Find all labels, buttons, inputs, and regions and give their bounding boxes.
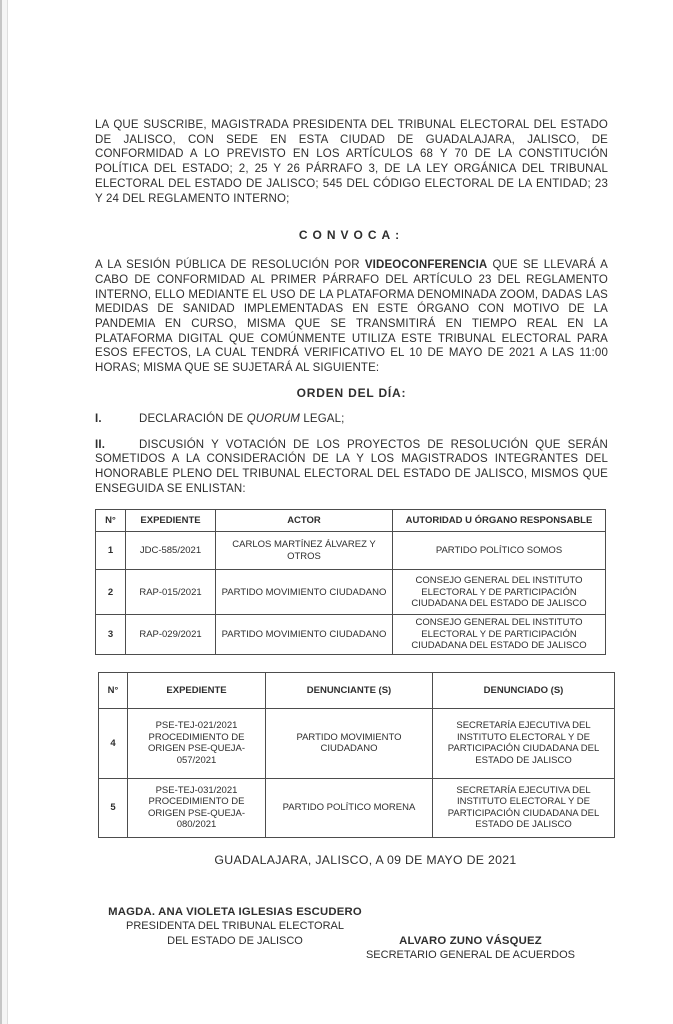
agenda-item-1-numeral: I.: [95, 412, 102, 425]
table-cell-denunciado: SECRETARÍA EJECUTIVA DEL INSTITUTO ELECTORAL Y DE PARTICIPACIÓN CIUDADANA DEL ESTADO DE JALISCO: [433, 778, 615, 837]
table-row: [96, 615, 606, 655]
agenda-item-1-text-after: LEGAL;: [299, 412, 345, 425]
document-content: [95, 118, 608, 985]
table-cell-actor: CARLOS MARTÍNEZ ÁLVAREZ Y OTROS: [216, 532, 393, 570]
table-cell-num: 1: [96, 532, 126, 570]
table-header-autoridad: AUTORIDAD U ÓRGANO RESPONSABLE: [393, 510, 606, 532]
president-title-line2: DEL ESTADO DE JALISCO: [167, 934, 303, 947]
signature-secretary: [353, 934, 588, 963]
agenda-item-1-text: DECLARACIÓN DE: [139, 412, 247, 425]
secretary-name: ALVARO ZUNO VÁSQUEZ: [399, 934, 542, 947]
signature-block: [95, 905, 608, 985]
table-row: [96, 570, 606, 615]
table-cell-expediente: PSE-TEJ-021/2021 PROCEDIMIENTO DE ORIGEN PSE-QUEJA-057/2021: [128, 708, 266, 778]
agenda-item-2-text: DISCUSIÓN Y VOTACIÓN DE LOS PROYECTOS DE RESOLUCIÓN QUE SERÁN SOMETIDOS A LA CONSIDERACIÓN DE LA Y LOS MAGISTRADOS INTEGRANTES DEL HONORABLE PLENO DEL TRIBUNAL ELECTORAL DEL ESTADO DE JALISCO, MISMOS QUE ENSEGUIDA SE ENLISTAN:: [95, 438, 608, 495]
secretary-title: SECRETARIO GENERAL DE ACUERDOS: [365, 949, 576, 962]
table-header-num: N°: [99, 672, 128, 708]
table-cell-autoridad: CONSEJO GENERAL DEL INSTITUTO ELECTORAL Y DE PARTICIPACIÓN CIUDADANA DEL ESTADO DE JALISCO: [393, 570, 606, 615]
orden-del-dia-heading: ORDEN DEL DÍA:: [296, 385, 407, 400]
table-cell-autoridad: PARTIDO POLÍTICO SOMOS: [393, 532, 606, 570]
signature-president: [95, 905, 375, 949]
table-cell-num: 4: [99, 708, 128, 778]
table-header-expediente: EXPEDIENTE: [126, 510, 216, 532]
table-cell-denunciante: PARTIDO MOVIMIENTO CIUDADANO: [266, 708, 433, 778]
table-cell-expediente: JDC-585/2021: [126, 532, 216, 570]
table-cell-denunciado: SECRETARÍA EJECUTIVA DEL INSTITUTO ELECTORAL Y DE PARTICIPACIÓN CIUDADANA DEL ESTADO DE JALISCO: [433, 708, 615, 778]
table-row: [96, 532, 606, 570]
table-header-actor: ACTOR: [216, 510, 393, 532]
denuncias-table: [98, 672, 615, 838]
president-name: MAGDA. ANA VIOLETA IGLESIAS ESCUDERO: [108, 905, 362, 918]
expedientes-table-header-row: [96, 510, 606, 532]
table-cell-denunciante: PARTIDO POLÍTICO MORENA: [266, 778, 433, 837]
table-cell-expediente: RAP-029/2021: [126, 615, 216, 655]
date-line: GUADALAJARA, JALISCO, A 09 DE MAYO DE 2021: [214, 852, 517, 867]
table-cell-expediente: RAP-015/2021: [126, 570, 216, 615]
page-edge-strip: [0, 0, 8, 1024]
table-cell-autoridad: CONSEJO GENERAL DEL INSTITUTO ELECTORAL Y DE PARTICIPACIÓN CIUDADANA DEL ESTADO DE JALISCO: [393, 615, 606, 655]
table-row: [99, 708, 615, 778]
table-header-denunciado: DENUNCIADO (S): [433, 672, 615, 708]
expedientes-table: [95, 509, 606, 655]
quorum-italic-text: QUORUM: [246, 412, 300, 425]
table-cell-num: 2: [96, 570, 126, 615]
agenda-item-2: [95, 438, 608, 497]
table-cell-expediente: PSE-TEJ-031/2021 PROCEDIMIENTO DE ORIGEN PSE-QUEJA-080/2021: [128, 778, 266, 837]
agenda-item-2-numeral: II.: [95, 438, 106, 451]
agenda-item-1: [95, 412, 608, 427]
session-paragraph: [95, 258, 608, 376]
table-cell-num: 5: [99, 778, 128, 837]
president-title-line1: PRESIDENTA DEL TRIBUNAL ELECTORAL: [125, 920, 345, 933]
denuncias-table-header-row: [99, 672, 615, 708]
table-header-denunciante: DENUNCIANTE (S): [266, 672, 433, 708]
intro-paragraph: LA QUE SUSCRIBE, MAGISTRADA PRESIDENTA DEL TRIBUNAL ELECTORAL DEL ESTADO DE JALISCO, CON SEDE EN ESTA CIUDAD DE GUADALAJARA, JALISCO, DE CONFORMIDAD A LO PREVISTO EN LOS ARTÍCULOS 68 Y 70 DE LA CONSTITUCIÓN POLÍTICA DEL ESTADO; 2, 25 Y 26 PÁRRAFO 3, DE LA LEY ORGÁNICA DEL TRIBUNAL ELECTORAL DEL ESTADO DE JALISCO; 545 DEL CÓDIGO ELECTORAL DE LA ENTIDAD; 23 Y 24 DEL REGLAMENTO INTERNO;: [95, 119, 608, 205]
table-row: [99, 778, 615, 837]
table-header-expediente: EXPEDIENTE: [128, 672, 266, 708]
table-header-num: N°: [96, 510, 126, 532]
convoca-heading: CONVOCA:: [298, 228, 405, 243]
table-cell-num: 3: [96, 615, 126, 655]
session-text-after: QUE SE LLEVARÁ A CABO DE CONFORMIDAD AL PRIMER PÁRRAFO DEL ARTÍCULO 23 DEL REGLAMENTO INTERNO, ELLO MEDIANTE EL USO DE LA PLATAFORMA DENOMINADA ZOOM, DADAS LAS MEDIDAS DE SANIDAD IMPLEMENTADAS EN ESTE ÓRGANO CON MOTIVO DE LA PANDEMIA EN CURSO, MISMA QUE SE TRANSMITIRÁ EN TIEMPO REAL EN LA PLATAFORMA DIGITAL QUE COMÚNMENTE UTILIZA ESTE TRIBUNAL ELECTORAL PARA ESOS EFECTOS, LA CUAL TENDRÁ VERIFICATIVO EL 10 DE MAYO DE 2021 A LAS 11:00 HORAS; MISMA QUE SE SUJETARÁ AL SIGUIENTE:: [95, 259, 608, 375]
session-text-before: A LA SESIÓN PÚBLICA DE RESOLUCIÓN POR: [95, 259, 365, 272]
table-cell-actor: PARTIDO MOVIMIENTO CIUDADANO: [216, 570, 393, 615]
videoconferencia-emphasis: VIDEOCONFERENCIA: [364, 259, 488, 272]
table-cell-actor: PARTIDO MOVIMIENTO CIUDADANO: [216, 615, 393, 655]
